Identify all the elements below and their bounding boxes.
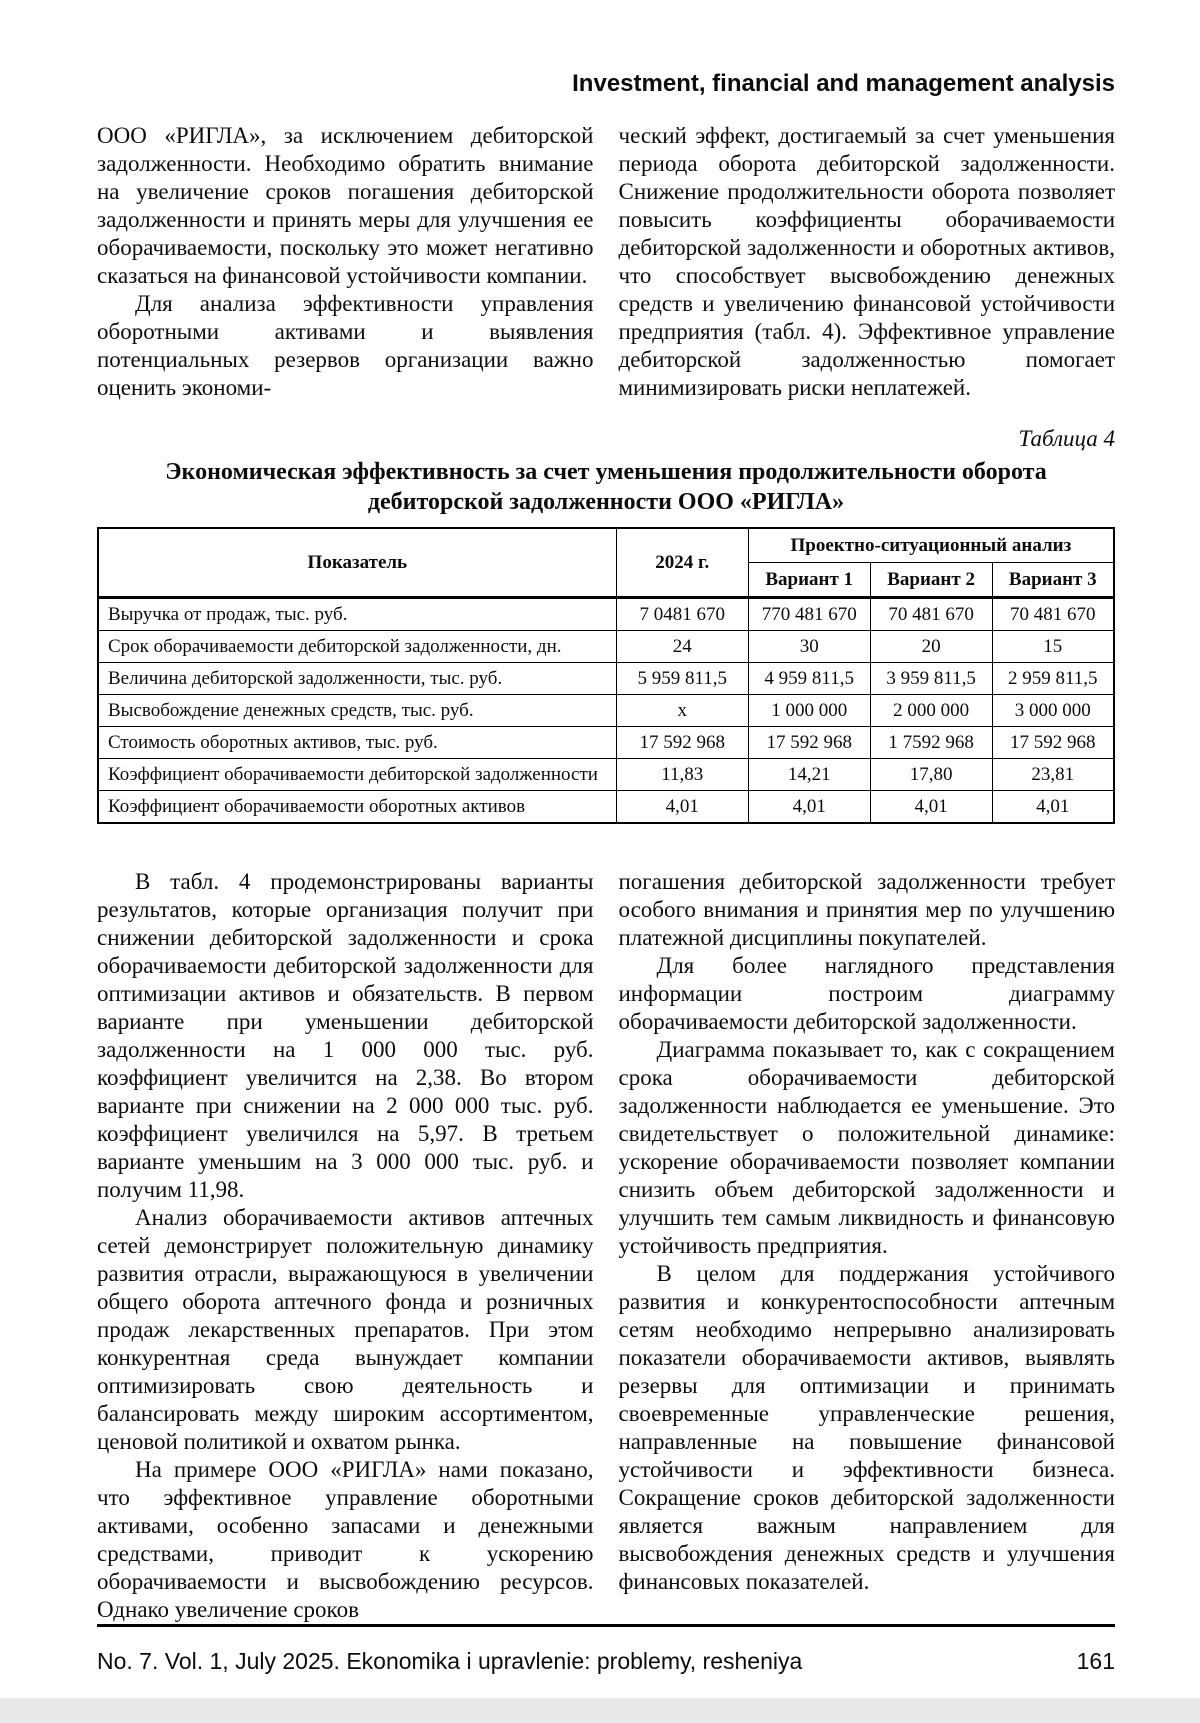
top-left-column <box>97 122 594 402</box>
table-header <box>98 528 1114 598</box>
bottom-right-column <box>619 868 1116 1624</box>
col-header-analysis-group: Проектно-ситуационный анализ <box>748 528 1114 563</box>
cell-value: 2 959 811,5 <box>992 663 1114 695</box>
table-row <box>98 695 1114 727</box>
running-head-title: Investment, financial and management analysis <box>572 70 1115 97</box>
paragraph: Для анализа эффективности управления оборотными активами и выявления потенциальных резервов организации важно оценить экономи- <box>97 291 594 400</box>
table-row <box>98 631 1114 663</box>
paragraph: На примере ООО «РИГЛА» нами показано, что эффективное управление оборотными активами, особенно запасами и денежными средствами, приводит к ускорению оборачиваемости и высвобождению ресурсов. Однако увеличение сроков <box>97 1457 594 1622</box>
col-header-variant-3: Вариант 3 <box>992 563 1114 598</box>
table-number-label: Таблица 4 <box>1018 426 1115 451</box>
cell-value: 23,81 <box>992 759 1114 791</box>
row-label: Коэффициент оборачиваемости дебиторской задолженности <box>98 759 616 791</box>
cell-value: 20 <box>870 631 992 663</box>
col-header-variant-1: Вариант 1 <box>748 563 870 598</box>
page-footer <box>97 1624 1115 1723</box>
cell-value: 7 0481 670 <box>616 598 748 631</box>
col-header-year-2024: 2024 г. <box>616 528 748 598</box>
table-row <box>98 663 1114 695</box>
cell-value: 24 <box>616 631 748 663</box>
cell-value: 5 959 811,5 <box>616 663 748 695</box>
cell-value: 11,83 <box>616 759 748 791</box>
cell-value: 4,01 <box>870 791 992 824</box>
paragraph: ческий эффект, достигаемый за счет уменьшения периода оборота дебиторской задолженности. Снижение продолжительности оборота позволяет повысить коэффициенты оборачиваемости дебиторской задолженности и оборотных активов, что способствует высвобождению денежных средств и увеличению финансовой устойчивости предприятия (табл. 4). Эффективное управление дебиторской задолженностью помогает минимизировать риски неплатежей. <box>618 123 1115 400</box>
footer-journal-line: No. 7. Vol. 1, July 2025. Ekonomika i upravlenie: problemy, resheniya <box>97 1648 803 1674</box>
table-caption <box>97 457 1115 517</box>
cell-value: 14,21 <box>748 759 870 791</box>
top-text-section <box>97 122 1115 402</box>
row-label: Величина дебиторской задолженности, тыс. руб. <box>98 663 616 695</box>
cell-value: 1 000 000 <box>748 695 870 727</box>
paragraph: Анализ оборачиваемости активов аптечных сетей демонстрирует положительную динамику развития отрасли, выражающуюся в увеличении общего оборота аптечного фонда и розничных продаж лекарственных препаратов. При этом конкурентная среда вынуждает компании оптимизировать свою деятельность и балансировать между широким ассортиментом, ценовой политикой и охватом рынка. <box>97 1205 594 1454</box>
economic-efficiency-table <box>97 527 1115 824</box>
cell-value: 70 481 670 <box>870 598 992 631</box>
cell-value: 1 7592 968 <box>870 727 992 759</box>
bottom-left-column <box>97 868 594 1624</box>
cell-value: 17 592 968 <box>616 727 748 759</box>
paragraph: Диаграмма показывает то, как с сокращением срока оборачиваемости дебиторской задолженности наблюдается ее уменьшение. Это свидетельствует о положительной динамике: ускорение оборачиваемости позволяет компании снизить объем дебиторской задолженности и улучшить тем самым ликвидность и финансовую устойчивость предприятия. <box>618 1037 1115 1258</box>
col-header-indicator: Показатель <box>98 528 616 598</box>
cell-value: 70 481 670 <box>992 598 1114 631</box>
table-row <box>98 598 1114 631</box>
row-label: Коэффициент оборачиваемости оборотных активов <box>98 791 616 824</box>
cell-value: 17,80 <box>870 759 992 791</box>
table-caption-line-2: дебиторской задолженности ООО «РИГЛА» <box>367 489 845 515</box>
col-header-variant-2: Вариант 2 <box>870 563 992 598</box>
table-caption-line-1: Экономическая эффективность за счет уменьшения продолжительности оборота <box>165 459 1047 485</box>
row-label: Срок оборачиваемости дебиторской задолженности, дн. <box>98 631 616 663</box>
footer-rule <box>97 1624 1115 1627</box>
paragraph: Для более наглядного представления информации построим диаграмму оборачиваемости дебиторской задолженности. <box>618 953 1115 1034</box>
paragraph: погашения дебиторской задолженности требует особого внимания и принятия мер по улучшению платежной дисциплины покупателей. <box>618 869 1115 950</box>
cell-value: 4,01 <box>616 791 748 824</box>
bottom-text-section <box>97 868 1115 1624</box>
paragraph: В табл. 4 продемонстрированы варианты результатов, которые организация получит при снижении дебиторской задолженности и срока оборачиваемости дебиторской задолженности для оптимизации активов и обязательств. В первом варианте при уменьшении дебиторской задолженности на 1 000 000 тыс. руб. коэффициент увеличится на 2,38. Во втором варианте при снижении на 2 000 000 тыс. руб. коэффициент увеличился на 5,97. В третьем варианте уменьшим на 3 000 000 тыс. руб. и получим 11,98. <box>97 869 594 1202</box>
cell-value: 4,01 <box>992 791 1114 824</box>
cell-value: 3 959 811,5 <box>870 663 992 695</box>
cell-value: 4,01 <box>748 791 870 824</box>
row-label: Стоимость оборотных активов, тыс. руб. <box>98 727 616 759</box>
cell-value: 3 000 000 <box>992 695 1114 727</box>
cell-value: х <box>616 695 748 727</box>
row-label: Высвобождение денежных средств, тыс. руб. <box>98 695 616 727</box>
table-row <box>98 791 1114 824</box>
table-row <box>98 759 1114 791</box>
cell-value: 2 000 000 <box>870 695 992 727</box>
cell-value: 30 <box>748 631 870 663</box>
cell-value: 15 <box>992 631 1114 663</box>
paragraph: ООО «РИГЛА», за исключением дебиторской задолженности. Необходимо обратить внимание на увеличение сроков погашения дебиторской задолженности и принять меры для улучшения ее оборачиваемости, поскольку это может негативно сказаться на финансовой устойчивости компании. <box>97 123 594 288</box>
cell-value: 4 959 811,5 <box>748 663 870 695</box>
row-label: Выручка от продаж, тыс. руб. <box>98 598 616 631</box>
top-right-column <box>619 122 1116 402</box>
cell-value: 17 592 968 <box>992 727 1114 759</box>
cell-value: 17 592 968 <box>748 727 870 759</box>
cell-value: 770 481 670 <box>748 598 870 631</box>
table-row <box>98 727 1114 759</box>
footer-page-number: 161 <box>1076 1648 1115 1674</box>
paragraph: В целом для поддержания устойчивого развития и конкурентоспособности аптечным сетям необходимо непрерывно анализировать показатели оборачиваемости активов, выявлять резервы для оптимизации и принимать своевременные управленческие решения, направленные на повышение финансовой устойчивости и эффективности бизнеса. Сокращение сроков дебиторской задолженности является важным направлением для высвобождения денежных средств и улучшения финансовых показателей. <box>618 1261 1115 1594</box>
